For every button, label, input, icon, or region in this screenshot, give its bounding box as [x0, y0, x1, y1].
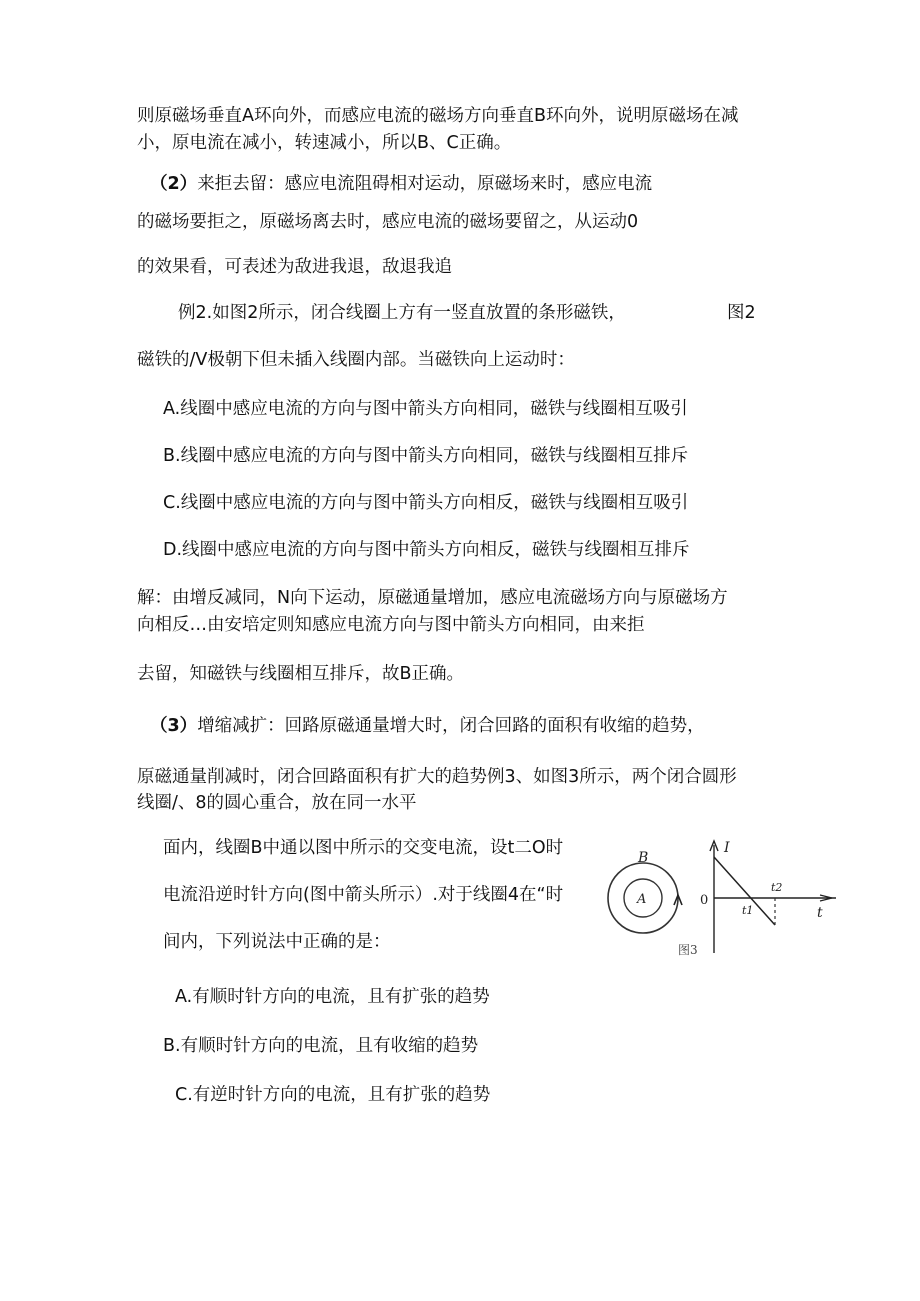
section-number: （2）: [150, 174, 198, 194]
label-b: B: [638, 850, 649, 866]
solution-line: 去留，知磁铁与线圈相互排斥，故B正确。: [137, 664, 465, 684]
text-line: 电流沿逆时针方向(图中箭头所示）.对于线圈4在“时: [163, 885, 564, 905]
figure-3: [600, 835, 850, 965]
solution-line: 向相反…由安培定则知感应电流方向与图中箭头方向相同，由来拒: [137, 615, 645, 635]
section-heading-2: [150, 172, 652, 196]
figure-2-label: 图2: [727, 303, 756, 323]
section-text: 增缩减扩：回路原磁通量增大时，闭合回路的面积有收缩的趋势，: [197, 716, 705, 736]
option-c: C.线圈中感应电流的方向与图中箭头方向相反，磁铁与线圈相互吸引: [163, 493, 689, 513]
section-number: （3）: [150, 716, 198, 736]
text-line: 则原磁场垂直A环向外，而感应电流的磁场方向垂直B环向外，说明原磁场在减: [137, 106, 739, 126]
text-line: 面内，线圈B中通以图中所示的交变电流，设t二O时: [163, 838, 564, 858]
label-t2: t2: [771, 881, 783, 894]
label-t1: t1: [742, 904, 754, 917]
option-b: B.有顺时针方向的电流，且有收缩的趋势: [163, 1036, 479, 1056]
option-b: B.线圈中感应电流的方向与图中箭头方向相同，磁铁与线圈相互排斥: [163, 446, 689, 466]
label-origin: 0: [700, 893, 709, 908]
label-a: A: [637, 892, 647, 907]
figure-caption: 图3: [678, 943, 698, 957]
section-text: 来拒去留：感应电流阻碍相对运动，原磁场来时，感应电流: [197, 174, 653, 194]
option-a: A.有顺时针方向的电流，且有扩张的趋势: [175, 987, 490, 1007]
label-i: I: [724, 840, 730, 856]
option-c: C.有逆时针方向的电流，且有扩张的趋势: [175, 1085, 491, 1105]
label-t: t: [817, 905, 823, 921]
text-line: 的效果看，可表述为敌进我退，敌退我追: [137, 257, 452, 277]
text-line: 的磁场要拒之，原磁场离去时，感应电流的磁场要留之，从运动0: [137, 212, 639, 232]
example-2-intro: 例2.如图2所示，闭合线圈上方有一竖直放置的条形磁铁，: [178, 303, 626, 323]
text-line: 磁铁的/V极朝下但未插入线圈内部。当磁铁向上运动时：: [137, 350, 575, 370]
text-line: 小，原电流在减小，转速减小，所以B、C正确。: [137, 133, 512, 153]
text-line: 线圈/、8的圆心重合，放在同一水平: [137, 793, 417, 813]
option-a: A.线圈中感应电流的方向与图中箭头方向相同，磁铁与线圈相互吸引: [163, 399, 688, 419]
text-line: 间内，下列说法中正确的是：: [163, 932, 391, 952]
solution-line: 解：由增反减同，N向下运动，原磁通量增加，感应电流磁场方向与原磁场方: [137, 588, 728, 608]
text-line: 原磁通量削减时，闭合回路面积有扩大的趋势例3、如图3所示，两个闭合圆形: [137, 767, 737, 787]
section-heading-3: [150, 714, 705, 738]
option-d: D.线圈中感应电流的方向与图中箭头方向相反，磁铁与线圈相互排斥: [163, 540, 690, 560]
